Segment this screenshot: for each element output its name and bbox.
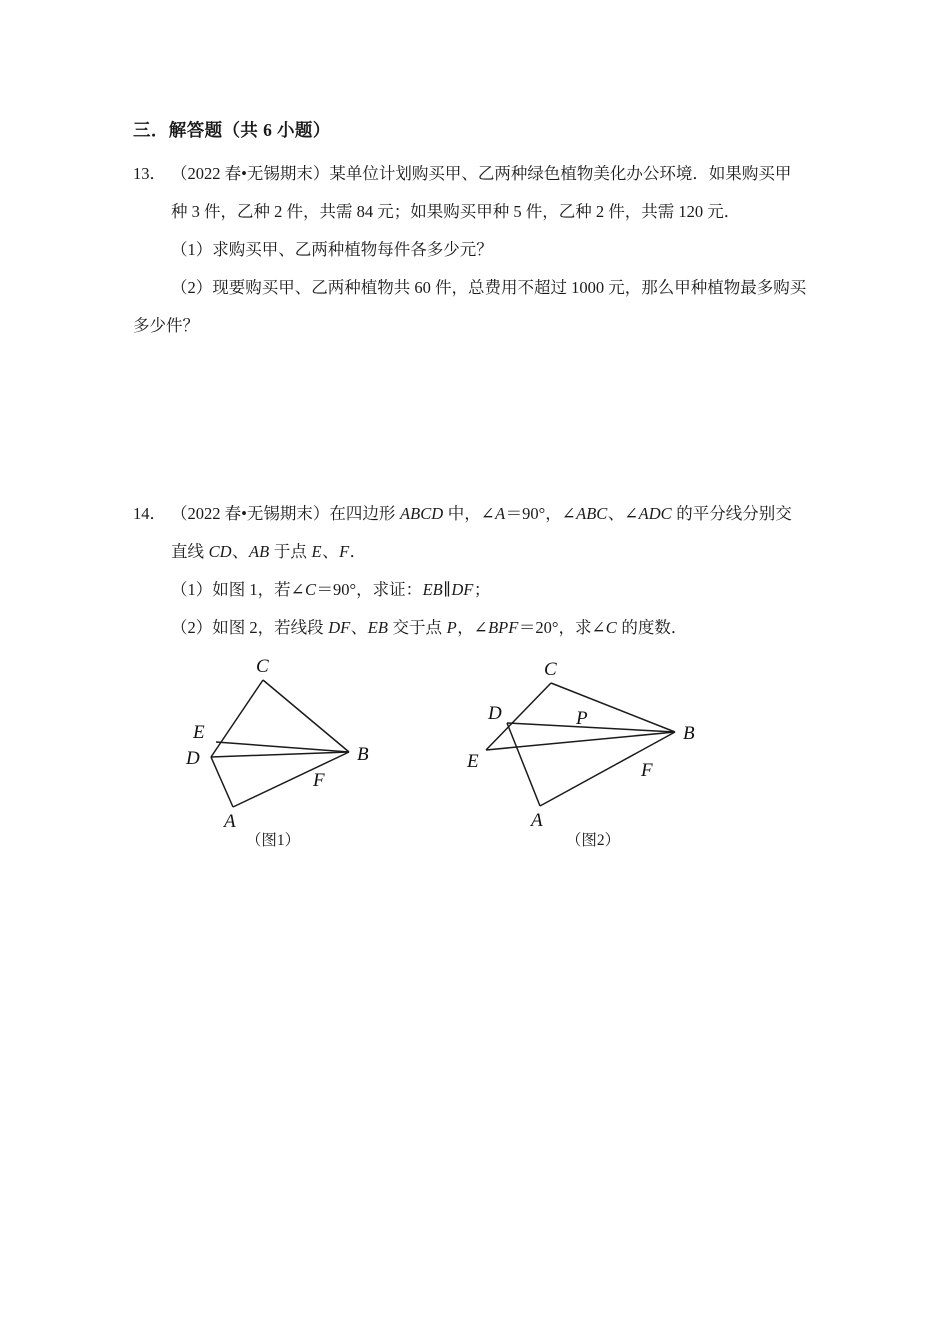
- problem-14-text-4d: ，∠: [457, 618, 488, 637]
- problem-14-label-eb2: EB: [367, 618, 388, 637]
- section-heading: 三．解答题（共 6 小题）: [133, 120, 331, 140]
- figure-1-label-C: C: [256, 656, 269, 677]
- problem-13: [133, 155, 823, 345]
- problem-14-label-adc: ADC: [638, 504, 672, 523]
- segment-da: [211, 757, 233, 807]
- problem-14-text-2b: 、: [232, 542, 249, 561]
- problem-14-label-df2: DF: [328, 618, 351, 637]
- figure-1-caption: （图1）: [245, 832, 301, 849]
- segment-db: [211, 752, 349, 757]
- problem-14-text-1d: 、∠: [607, 504, 639, 523]
- problem-14-text-3d: ；: [473, 580, 491, 599]
- figures-row: [133, 650, 833, 875]
- problem-14-text-4a: （2）如图 2，若线段: [171, 618, 328, 637]
- problem-14-label-p: P: [446, 618, 457, 637]
- figure-2-label-F: F: [641, 760, 653, 781]
- problem-14-line-2: [133, 533, 823, 571]
- problem-14: [133, 495, 823, 647]
- segment-cb: [263, 680, 349, 752]
- problem-14-label-abc: ABC: [576, 504, 608, 523]
- figure-1-label-F: F: [313, 770, 325, 791]
- problem-13-text-2: 种 3 件，乙种 2 件，共需 84 元；如果购买甲种 5 件，乙种 2 件，共需 120 元．: [171, 202, 741, 221]
- problem-14-text-4b: 、: [350, 618, 368, 637]
- problem-14-text-4e: ＝20°，求∠: [518, 618, 606, 637]
- figure-2-caption: （图2）: [565, 832, 621, 849]
- problem-14-text-1c: ＝90°，∠: [505, 504, 576, 523]
- problem-13-text-5: 多少件？: [133, 316, 199, 335]
- problem-13-line-1: [133, 155, 823, 193]
- figure-1-drawing: [153, 650, 403, 830]
- figure-1-label-E: E: [193, 722, 205, 743]
- problem-14-label-e: E: [311, 542, 322, 561]
- figure-1-label-D: D: [186, 748, 200, 769]
- problem-14-line-1: [133, 495, 823, 533]
- segment-cb: [551, 683, 675, 732]
- problem-14-label-ab: AB: [249, 542, 270, 561]
- figure-2-label-D: D: [488, 703, 502, 724]
- problem-14-label-eb1: EB: [422, 580, 443, 599]
- problem-14-label-bpf: BPF: [488, 618, 519, 637]
- figure-2-drawing: [463, 650, 723, 830]
- figure-2-label-E: E: [467, 751, 479, 772]
- problem-14-text-4c: 交于点: [388, 618, 447, 637]
- problem-14-text-3c: ∥: [443, 580, 451, 599]
- problem-14-label-c2: C: [605, 618, 617, 637]
- problem-14-text-4f: 的度数．: [617, 618, 688, 637]
- segment-da: [507, 723, 540, 806]
- problem-14-text-2d: 、: [322, 542, 339, 561]
- segment-ab: [233, 752, 349, 807]
- problem-14-label-c1: C: [304, 580, 316, 599]
- problem-14-text-2e: ．: [349, 542, 367, 561]
- segment-eb: [216, 742, 349, 752]
- problem-13-part-2: [133, 269, 823, 307]
- problem-14-label-f: F: [339, 542, 350, 561]
- problem-13-line-5: [133, 307, 823, 345]
- problem-14-number: 14．: [133, 504, 166, 523]
- problem-14-label-a: A: [495, 504, 506, 523]
- problem-14-text-2c: 于点: [269, 542, 311, 561]
- problem-14-text-1b: 中，∠: [443, 504, 495, 523]
- problem-13-line-2: [133, 193, 823, 231]
- problem-13-text-4: （2）现要购买甲、乙两种植物共 60 件，总费用不超过 1000 元，那么甲种植物最多购买: [171, 278, 807, 297]
- problem-14-text-1a: （2022 春•无锡期末）在四边形: [171, 504, 400, 523]
- problem-13-text-1: （2022 春•无锡期末）某单位计划购买甲、乙两种绿色植物美化办公环境．如果购买甲: [171, 164, 792, 183]
- problem-13-text-3: （1）求购买甲、乙两种植物每件各多少元？: [171, 240, 493, 259]
- problem-14-text-3a: （1）如图 1，若∠: [171, 580, 305, 599]
- problem-14-text-2a: 直线: [171, 542, 209, 561]
- figure-2: [463, 650, 723, 849]
- figure-2-label-C: C: [544, 659, 557, 680]
- figure-2-label-B: B: [683, 723, 695, 744]
- figure-1-label-B: B: [357, 744, 369, 765]
- segment-db: [507, 723, 675, 732]
- figure-1: [153, 650, 403, 849]
- figure-2-label-P: P: [576, 708, 588, 729]
- problem-14-text-1e: 的平分线分别交: [672, 504, 792, 523]
- figure-1-label-A: A: [224, 811, 236, 830]
- problem-14-label-df1: DF: [451, 580, 474, 599]
- problem-13-number: 13．: [133, 164, 166, 183]
- problem-14-part-1: [133, 571, 823, 609]
- figure-2-label-A: A: [531, 810, 543, 830]
- problem-14-label-cd: CD: [208, 542, 232, 561]
- problem-14-part-2: [133, 609, 823, 647]
- problem-13-part-1: [133, 231, 823, 269]
- problem-14-label-abcd: ABCD: [400, 504, 444, 523]
- problem-14-text-3b: ＝90°，求证：: [316, 580, 423, 599]
